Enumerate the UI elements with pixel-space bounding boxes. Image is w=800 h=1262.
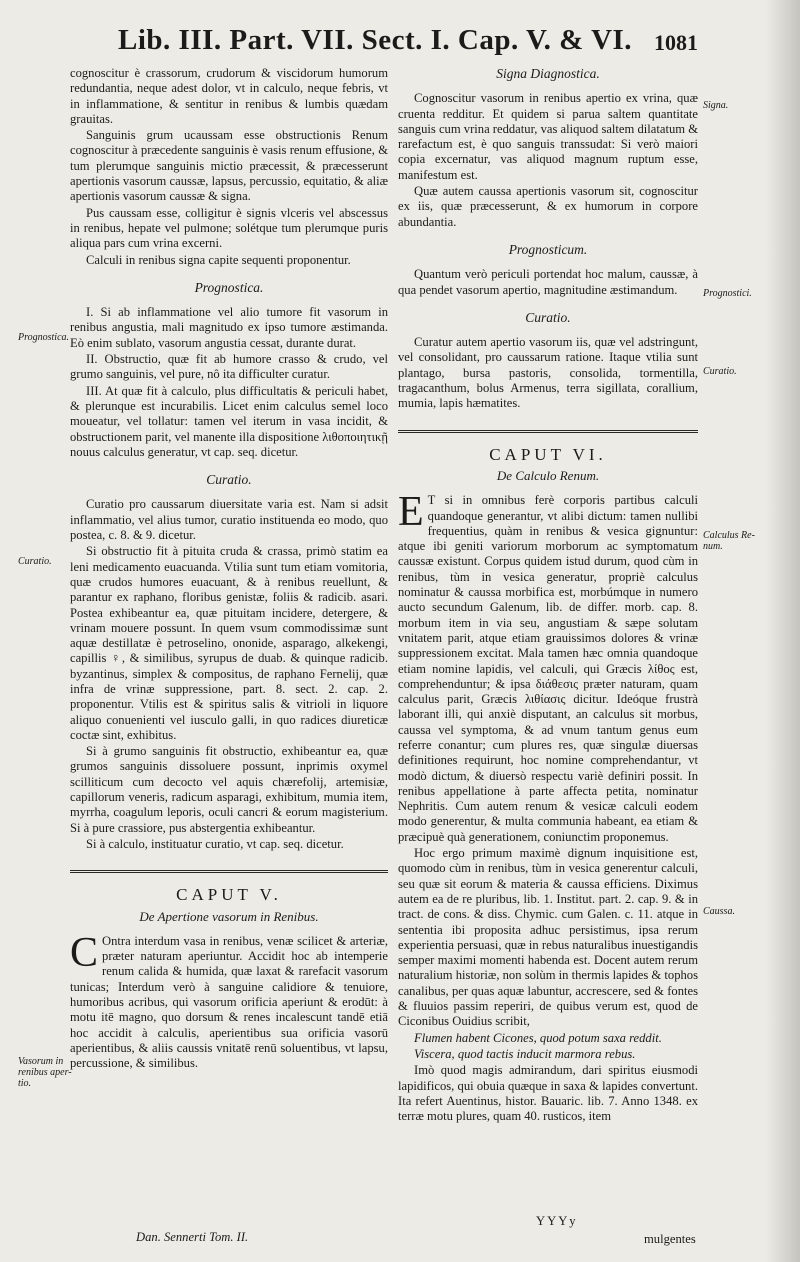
page-number: 1081: [654, 30, 698, 55]
paragraph: Calculi in renibus signa capite sequenti proponentur.: [86, 252, 351, 267]
margin-note: Curatio.: [703, 366, 737, 377]
margin-note: Curatio.: [18, 556, 52, 567]
margin-note: [18, 1056, 72, 1089]
paragraph: Quæ autem caussa apertionis vasorum sit, cognoscitur ex iis, quæ præcesserunt, & ex humorum in corpore abundantia.: [398, 184, 698, 229]
chapter-divider: [70, 870, 388, 873]
paragraph: Si à grumo sanguinis fit obstructio, exhibeantur ea, quæ grumos sanguinis dissoluere possunt, inprimis oxymel scilliticum cum decocto vel aquis chærefolij, artemisiæ, capillorum veneris, radicum asparagi, exhibitum, mumia item, myrrha, coagulum leporis, oculi cancri & eorum magisterium. Si à pure crassiore, pus abstergentia exhibeantur.: [70, 744, 388, 835]
verse-line: Flumen habent Cicones, quod potum saxa reddit.: [414, 1030, 662, 1045]
paragraph: Hoc ergo primum maximè dignum inquisitione est, quomodo cùm in renibus, tùm in vesica generentur calculi, seu quæ sit eorum & materia & caussa efficiens. Diximus autem ea de re pluribus, lib. 1. Institut. part. 2. cap. 9. & in tract. de cons. & diss. Chymic. cum Galen. c. 11. atque in sententia ibi proposita adhuc persistimus, ipsa rerum experientia persuasi, quæ in rebus naturalibus inuestigandis semper maximi momenti habenda est. Docent autem rerum naturalium historiæ, non solùm in thermis lapides & tophos canalibus, per quas aquæ labuntur, accrescere, sed & fontes & fluuios passim reperiri, de quibus verum est, quod de Ciconibus Ouidius scribit,: [398, 846, 698, 1029]
margin-note: Caussa.: [703, 906, 735, 917]
paragraph: Quantum verò periculi portendat hoc malum, caussæ, à qua pendet vasorum apertio, magnitudine æstimandum.: [398, 267, 698, 297]
section-heading: Prognostica.: [194, 279, 264, 295]
margin-note: Prognostica.: [18, 332, 70, 343]
margin-note: Prognostici.: [703, 288, 752, 299]
paragraph: I. Si ab inflammatione vel alio tumore fit vasorum in renibus angustia, mali magnitudo ex ipso tumore æstimanda. Eò enim sublato, vasorum angustia cessat, durante durat.: [70, 305, 388, 350]
paragraph: [398, 489, 698, 845]
paragraph-text: T si in omnibus ferè corporis partibus calculi quandoque generantur, vt alibi dictum: tamen nullibi frequentius, quàm in renibus & vesica gignuntur: atque ibi geniti variorum morborum ac symptomatum caussæ existunt. Corpus quidem istud durum, quod cùm in renibus, tùm in vesica generatur, propriè calculus nominatur & caussa morbifica est, morbúmque in numero aucto secundum Galenum, lib. de differ. morb. cap. 8. morbum item in via seu, angustiam & sæpe solutam vnitatem parit, atque etiam grauissimos dolores & vrinæ suppressionem excitat. Mala tamen hæc omnia quandoque etiam nomine lapidis, vel calculi, qui Græcis λίθος est, comprehenduntur; & ipsa διάθεσις præter naturam, quam calculus parit, Græcis λιθίασις dicitur. Ideóque frustrà laborant illi, qui anxiè disputant, an calculus sit morbus, caussa vel symptoma, & ad vnum tantum genus eum referre conantur; cum plures res, quæ singulæ diuersas definitiones requirunt, hoc nomine comprehendantur, vt modò dictum, & diuersò respectu variè definiri possit. In renibus appellatione à parte affecta petita, nominatur Nephritis. Cum autem renum & vesicæ calculi eodem modo generentur, & multa communia habeant, ea etiam & præcipuè quà generationem, coniunctim proponemus.: [398, 493, 698, 844]
margin-note: [703, 530, 755, 552]
catchword: mulgentes: [644, 1232, 696, 1246]
margin-note-line: num.: [703, 541, 723, 552]
margin-note: Signa.: [703, 100, 729, 111]
chapter-divider: [398, 430, 698, 433]
running-header: [118, 24, 698, 60]
paragraph: Curatur autem apertio vasorum iis, quæ vel adstringunt, vel consolidant, pro caussarum ratione. Itaque vtilia sunt plantago, bursa pastoris, consolida, tormentilla, tragacanthum, bolus Armenus, terra sigillata, corallium, mumia, lapis hæmatites.: [398, 335, 698, 411]
chapter-subtitle: De Calculo Renum.: [496, 467, 600, 483]
signature-mark: YYYy: [536, 1214, 578, 1228]
footer-author: Dan. Sennerti Tom. II.: [136, 1230, 249, 1244]
paragraph: Curatio pro caussarum diuersitate varia est. Nam si adsit inflammatio, vel alius tumor, curatio instituenda eo modo, quo postea, c. 8. & 9. dicetur.: [70, 497, 388, 543]
margin-note-line: Calculus Re-: [703, 530, 755, 541]
section-heading: Prognosticum.: [508, 241, 588, 257]
running-title: Lib. III. Part. VII. Sect. I. Cap. V. & VI.: [118, 24, 633, 56]
paragraph: cognoscitur è crassorum, crudorum & viscidorum humorum redundantia, neque adest dolor, vt in calculo, neque febris, vt in inflammatione, & sentitur in renibus & lumbis quædam grauitas.: [70, 66, 388, 126]
paragraph: [70, 929, 388, 1072]
paragraph-text: Ontra interdum vasa in renibus, venæ scilicet & arteriæ, præter naturam aperiuntur. Accidit hoc ab intemperie renum calida & humida, quæ laxat & rarefacit vasorum tunicas; Interdum verò à sanguine calidiore & tenuiore, humoribus acribus, qui vasorum orificia aperiunt & erodūt: à motu itē magno, quo dorsum & renes incalescunt tandē etiā hoc accidit à calculis, aperientibus sua orificia vasorū aperientibus, & aliis caussis vnitatē renū soluentibus, vt lapsu, percussione, & similibus.: [70, 933, 388, 1071]
right-column: [398, 66, 698, 1125]
margin-note-line: Vasorum in: [18, 1056, 64, 1067]
chapter-title: CAPUT VI.: [489, 444, 607, 464]
section-heading: Curatio.: [525, 309, 571, 325]
page-edge-shadow: [766, 0, 800, 1262]
drop-cap: C: [70, 929, 99, 976]
paragraph: III. At quæ fit à calculo, plus difficultatis & periculi habet, & plerunque est incurabilis. Licet enim calculus semel loco moueatur, vel tollatur: tamen vel iterum in vasa incidit, & obstructionem parit, vel manente illa dispositione λιθοποιητικῇ nouus calculus generatur, vt cap. seq. dicetur.: [70, 383, 388, 459]
paragraph: Imò quod magis admirandum, dari spiritus eiusmodi lapidificos, qui obuia quæque in saxa & lapides convertunt. Ita refert Auentinus, histor. Bauaric. lib. 7. Anno 1348. ex terræ motu plures, quam 40. rusticos, item: [398, 1063, 698, 1124]
paragraph: Si à calculo, instituatur curatio, vt cap. seq. dicetur.: [86, 836, 344, 851]
section-heading: Signa Diagnostica.: [496, 66, 600, 81]
left-column: [70, 66, 388, 1073]
paragraph: Sanguinis grum ucaussam esse obstructionis Renum cognoscitur à præcedente sanguinis è vasis renum effusione, & tum plerumque sanguinis mictio præcessit, & præcesserunt apertionis vasorum caussæ, lapsus, percussio, equitatio, & aliæ apertionis vasorum caussæ & signa.: [70, 128, 388, 204]
margin-note-line: renibus aper-: [18, 1067, 72, 1078]
drop-cap: E: [398, 489, 424, 536]
paragraph: II. Obstructio, quæ fit ab humore crasso & crudo, vel grumo sanguinis, vel pure, nô ita difficulter curatur.: [70, 352, 388, 382]
paragraph: Pus caussam esse, colligitur è signis vlceris vel abscessus in renibus, hepate vel pulmone; solétque tum plerumque puris aliqua pars cum vrina excerni.: [70, 205, 388, 251]
paragraph: Cognoscitur vasorum in renibus apertio ex vrina, quæ cruenta redditur. Et quidem si parua saltem quantitate sanguis cum vrina reddatur, vas aliquod saltem dilatatum & rarefactum est, è quo sanguis transsudat: Si verò maiori copia excernatur, vas aliquod magnum ruptum esse, manifestum est.: [398, 91, 698, 182]
chapter-subtitle: De Apertione vasorum in Renibus.: [139, 908, 319, 924]
section-heading: Curatio.: [206, 472, 252, 488]
verse-line: Viscera, quod tactis inducit marmora rebus.: [414, 1046, 636, 1061]
margin-note-line: tio.: [18, 1078, 32, 1089]
paragraph: Si obstructio fit à pituita cruda & crassa, primò statim ea leni medicamento euacuanda. Vtilia sunt tum etiam vomitoria, quæ crudos humores euacuant, & à renibus reuellunt, & parantur ex raphano, floribus genistæ, foliis & radicib. asari. Postea exhibeantur ea, quæ pituitam incidere, detergere, & vrinam mouere possunt. In quem vsum commodissimæ sunt aquæ destillatæ è petroselino, ononide, asparago, alkekengi, capillis ♀, & similibus, syrupus de duab. & quinque radicib. byzantinus, simplex & compositus, de raphano Fernelij, quæ infra de vrinæ suppressione, part. 8. sect. 2. cap. 2. proponentur. Vtilis est & spiritus salis & vitrioli in liquore aliquo conuenienti vel iusculo galli, in quo radices diureticæ coctæ sint, exhibitus.: [70, 544, 388, 742]
chapter-title: CAPUT V.: [176, 885, 282, 905]
